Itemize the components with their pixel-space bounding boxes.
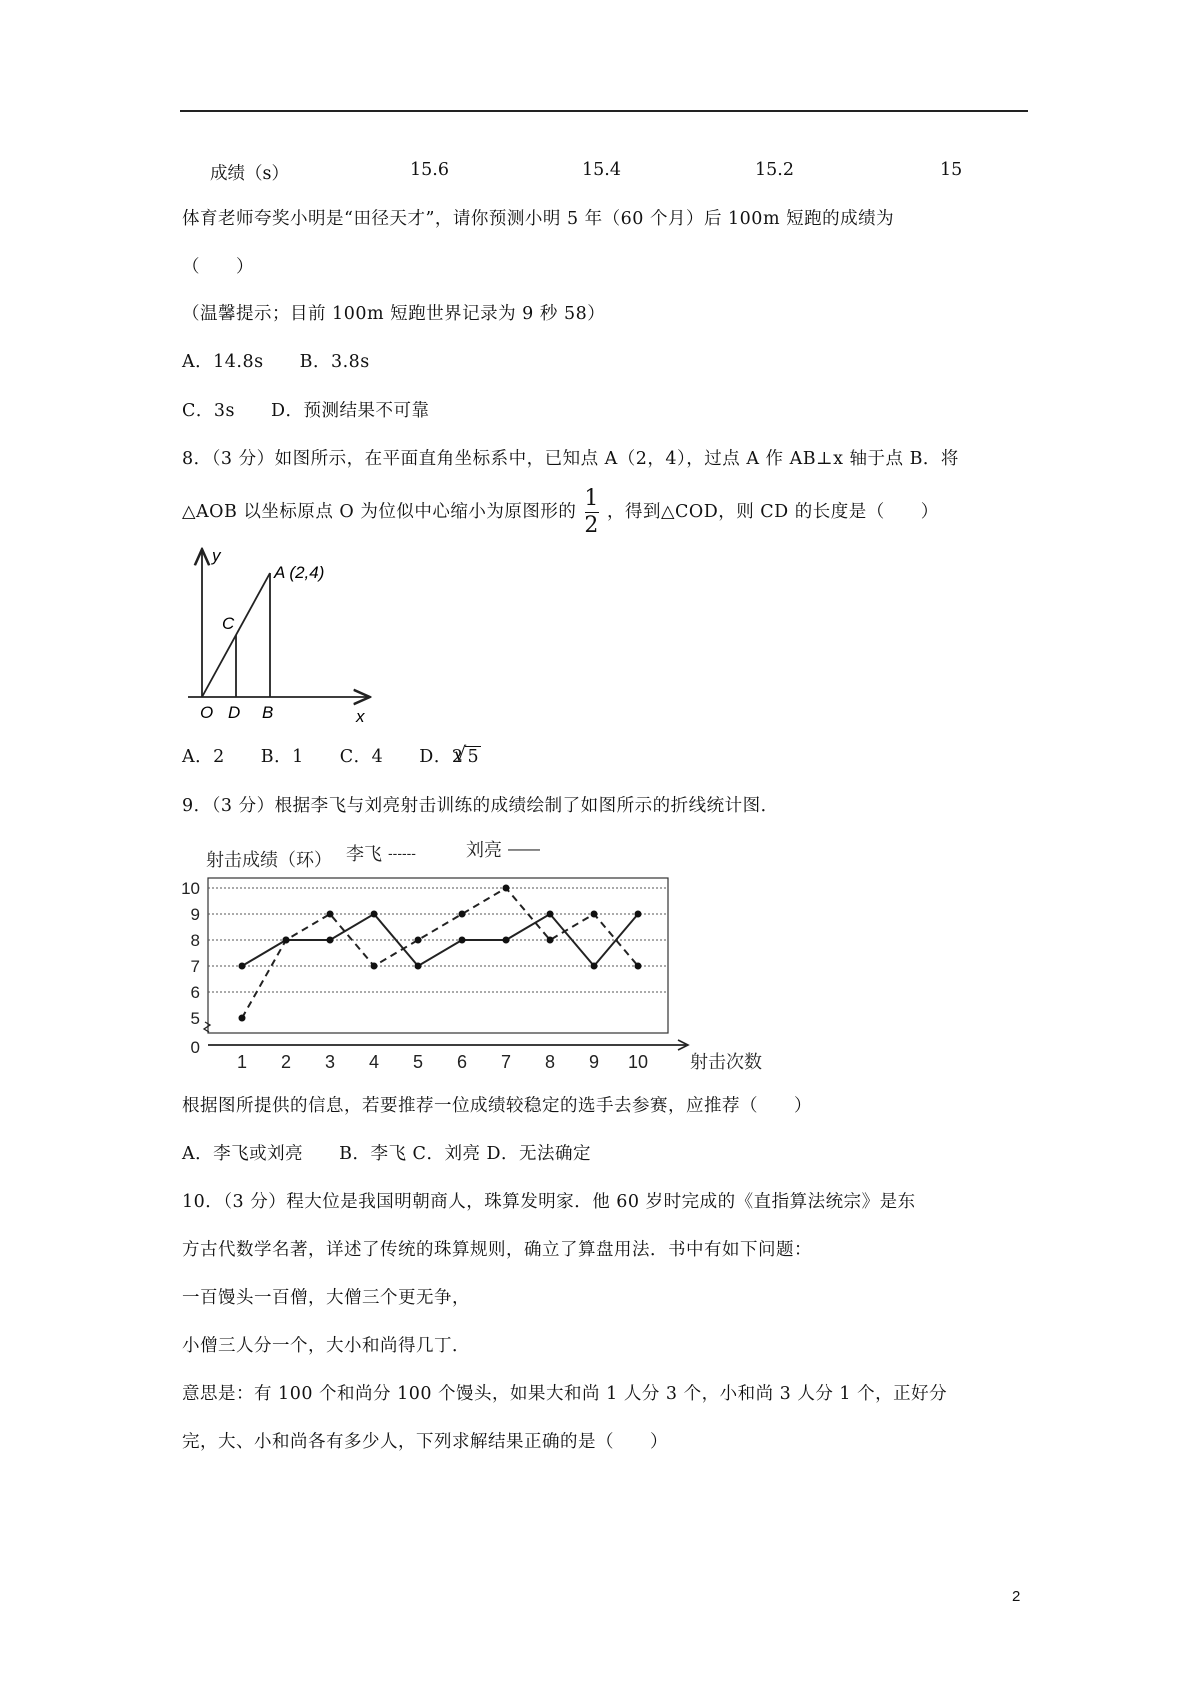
x-tick-label: 6 bbox=[456, 1052, 468, 1072]
data-point bbox=[459, 911, 466, 918]
q10-text-4: 完，大、小和尚各有多少人，下列求解结果正确的是（ ） bbox=[182, 1432, 668, 1452]
shooting-line-chart bbox=[178, 828, 762, 1072]
q7-hint: （温馨提示；目前 100m 短跑世界记录为 9 秒 58） bbox=[182, 304, 606, 324]
data-point bbox=[591, 963, 598, 970]
q10-text-2: 方古代数学名著，详述了传统的珠算规则，确立了算盘用法．书中有如下问题： bbox=[182, 1240, 812, 1260]
table-cell-4: 15 bbox=[940, 160, 963, 180]
q9-text-2: 根据图所提供的信息，若要推荐一位成绩较稳定的选手去参赛，应推荐（ ） bbox=[182, 1096, 812, 1116]
q7-options-2: C．3s D．预测结果不可靠 bbox=[182, 401, 430, 421]
y-tick-label: 6 bbox=[190, 983, 200, 1002]
x-tick-label: 4 bbox=[368, 1052, 380, 1072]
y-tick-label: 10 bbox=[181, 879, 200, 898]
q7-blank: （ ） bbox=[182, 257, 254, 277]
one-half-fraction bbox=[584, 488, 599, 537]
x-tick-label: 5 bbox=[412, 1052, 424, 1072]
chart-x-title: 射击次数 bbox=[690, 1052, 762, 1072]
legend-liuliang-marker: —— bbox=[508, 841, 540, 858]
data-point bbox=[591, 911, 598, 918]
data-point bbox=[547, 911, 554, 918]
q9-text-1: 9．（3 分）根据李飞与刘亮射击训练的成绩绘制了如图所示的折线统计图． bbox=[182, 796, 779, 816]
fraction-denominator: 2 bbox=[584, 513, 599, 538]
data-point bbox=[503, 885, 510, 892]
q8-text-2a: △AOB 以坐标原点 O 为位似中心缩小为原图形的 bbox=[182, 502, 577, 522]
q10-poem-1: 一百馒头一百僧，大僧三个更无争， bbox=[182, 1288, 470, 1308]
q8-text-1: 8．（3 分）如图所示，在平面直角坐标系中，已知点 A（2，4），过点 A 作 AB⊥x 轴于点 B．将 bbox=[182, 449, 959, 469]
chart-frame bbox=[208, 878, 668, 1033]
q7-text-1: 体育老师夸奖小明是“田径天才”，请你预测小明 5 年（60 个月）后 100m 短跑的成绩为 bbox=[182, 209, 895, 229]
label-d: D bbox=[228, 703, 241, 722]
q8-options bbox=[182, 743, 481, 768]
q10-text-3: 意思是：有 100 个和尚分 100 个馒头，如果大和尚 1 人分 3 个，小和尚 3 人分 1 个，正好分 bbox=[182, 1384, 948, 1404]
y-tick-label: 5 bbox=[190, 1009, 200, 1028]
label-b: B bbox=[262, 703, 274, 722]
x-tick-label: 3 bbox=[324, 1052, 336, 1072]
y-tick-label: 0 bbox=[190, 1038, 200, 1057]
fraction-numerator: 1 bbox=[584, 486, 599, 511]
y-tick-label: 9 bbox=[190, 905, 200, 924]
x-tick-label: 1 bbox=[236, 1052, 248, 1072]
data-point bbox=[371, 963, 378, 970]
x-tick-label: 2 bbox=[280, 1052, 292, 1072]
q8-options-text: A．2 B．1 C．4 D．2 bbox=[182, 747, 464, 767]
q8-text-2b: ，得到△COD，则 CD 的长度是（ ） bbox=[607, 502, 939, 522]
coordinate-figure bbox=[180, 545, 380, 725]
x-tick-label: 10 bbox=[627, 1052, 649, 1072]
header-rule bbox=[180, 110, 1028, 112]
q8-text-2 bbox=[182, 488, 939, 537]
data-point bbox=[635, 963, 642, 970]
label-o: O bbox=[200, 703, 214, 722]
axis-break-icon bbox=[204, 1022, 210, 1032]
legend-liuliang-label: 刘亮 bbox=[466, 840, 502, 860]
data-point bbox=[371, 911, 378, 918]
label-y: y bbox=[212, 546, 221, 565]
y-tick-label: 8 bbox=[190, 931, 200, 950]
legend-lifei-label: 李飞 bbox=[346, 844, 382, 864]
x-tick-label: 9 bbox=[588, 1052, 600, 1072]
x-tick-label: 7 bbox=[500, 1052, 512, 1072]
q7-options-1: A．14.8s B．3.8s bbox=[182, 352, 370, 372]
sqrt-radicand: 5 bbox=[467, 747, 480, 767]
table-cell-1: 15.6 bbox=[410, 160, 449, 180]
data-point bbox=[459, 937, 466, 944]
page-number: 2 bbox=[1012, 1588, 1021, 1605]
table-cell-2: 15.4 bbox=[582, 160, 621, 180]
table-row-label: 成绩（s） bbox=[210, 164, 289, 184]
q10-text-1: 10．（3 分）程大位是我国明朝商人，珠算发明家．他 60 岁时完成的《直指算法统宗》是东 bbox=[182, 1192, 916, 1212]
y-tick-label: 7 bbox=[190, 957, 200, 976]
data-point bbox=[415, 963, 422, 970]
label-c: C bbox=[222, 614, 235, 633]
data-point bbox=[327, 911, 334, 918]
data-point bbox=[239, 1015, 246, 1022]
data-point bbox=[239, 963, 246, 970]
x-tick-label: 8 bbox=[544, 1052, 556, 1072]
legend-lifei-marker: ------ bbox=[388, 845, 416, 861]
data-point bbox=[547, 937, 554, 944]
data-point bbox=[327, 937, 334, 944]
q9-options: A．李飞或刘亮 B．李飞 C．刘亮 D．无法确定 bbox=[182, 1144, 592, 1164]
data-point bbox=[415, 937, 422, 944]
sqrt-icon bbox=[465, 746, 481, 767]
chart-y-title: 射击成绩（环） bbox=[206, 850, 332, 870]
label-x: x bbox=[356, 707, 365, 726]
data-point bbox=[635, 911, 642, 918]
table-cell-3: 15.2 bbox=[755, 160, 794, 180]
data-point bbox=[503, 937, 510, 944]
q10-poem-2: 小僧三人分一个，大小和尚得几丁． bbox=[182, 1336, 470, 1356]
data-point bbox=[283, 937, 290, 944]
label-a: A (2,4) bbox=[274, 563, 325, 582]
